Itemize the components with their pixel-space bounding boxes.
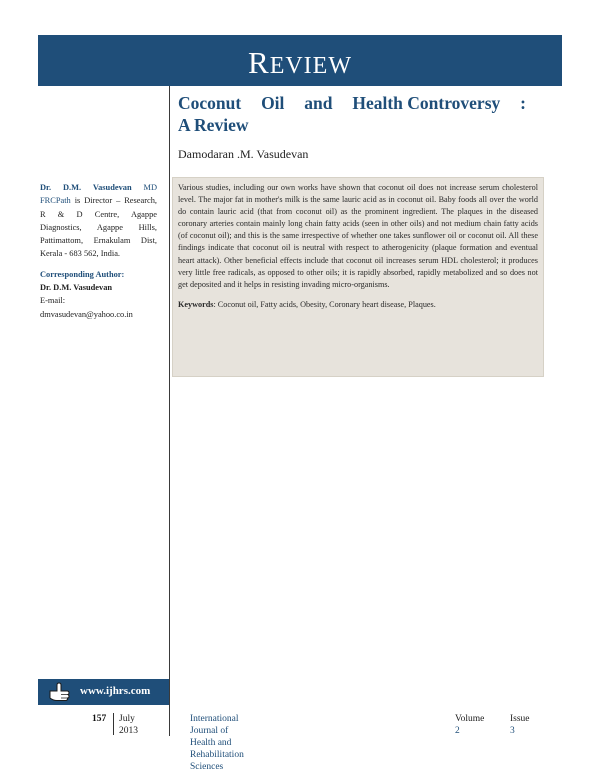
pointing-hand-icon xyxy=(48,681,72,703)
author-affiliation: Dr. D.M. Vasudevan MD FRCPath is Director – Research, R & D Centre, Agappe Diagnostics, Agappe Hills, Pattimattom, Ernakulam Dist, Kerala - 683 562, India. xyxy=(40,183,157,259)
footer-divider xyxy=(113,713,114,735)
volume: Volume 2 xyxy=(455,714,485,736)
issue: Issue 3 xyxy=(510,714,530,736)
author-email[interactable]: dmvasudevan@yahoo.co.in xyxy=(40,309,133,319)
column-divider xyxy=(169,86,170,736)
banner-title: REVIEW xyxy=(248,45,352,80)
corresponding-author-heading: Corresponding Author: xyxy=(40,269,125,279)
website-link[interactable]: www.ijhrs.com xyxy=(80,685,151,697)
corresponding-author-name: Dr. D.M. Vasudevan xyxy=(40,283,113,293)
abstract-text: Various studies, including our own works have shown that coconut oil does not increase serum cholesterol level. The major fat in mother's milk is the same lauric acid as in coconut oil. Baby foods all over the world do contain lauric acid (that from coconut oil) as the prominent ingredient. The plaques in the diseased coronary arteries contain mainly long chain fatty acids (seen in other oils) and not medium chain fatty acids (of coconut oil); and this is the same irrespective of whether one takes sunflower oil or coconut oil. All these findings indicate that coconut oil is neutral with respect to atherogenicity (plaque formation and eventual heart attack). Other beneficial effects include that coconut oil increases serum HDL cholesterol; it produces very little free radicals, as opposed to other oils; it is rapidly absorbed, rapidly metabolized and so does not get deposited and it helps in resisting invading micro-organisms. xyxy=(178,183,538,289)
abstract-box xyxy=(172,177,544,377)
article-title: Coconut Oil and Health Controversy : A Review xyxy=(178,93,526,135)
issue-date: July 2013 xyxy=(119,714,138,736)
author-sidebar xyxy=(40,181,157,321)
keywords: Keywords: Coconut oil, Fatty acids, Obesity, Coronary heart disease, Plaques. xyxy=(178,299,436,309)
page-number: 157 xyxy=(92,714,107,724)
website-box[interactable] xyxy=(38,679,169,705)
article-author: Damodaran .M. Vasudevan xyxy=(178,147,309,161)
review-banner xyxy=(38,35,562,86)
journal-name: International Journal of Health and Rehabilitation Sciences xyxy=(190,714,244,772)
email-label: E-mail: xyxy=(40,296,66,306)
